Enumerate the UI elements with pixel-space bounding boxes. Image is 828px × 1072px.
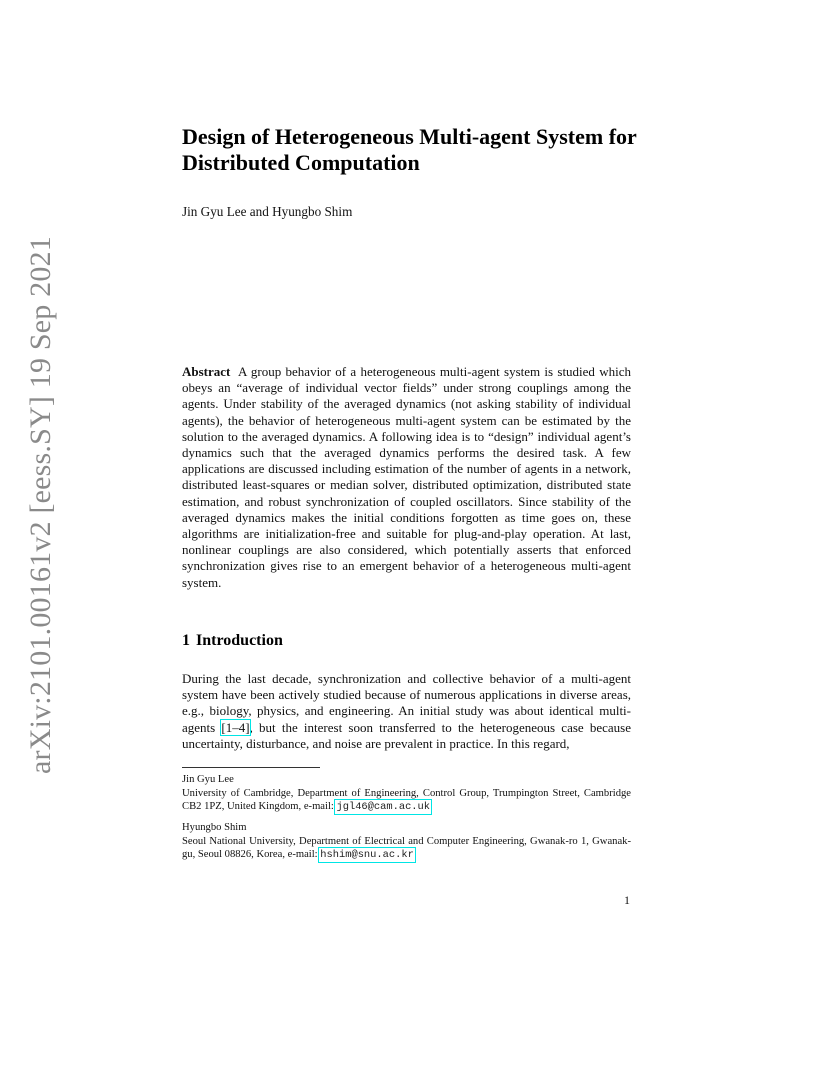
- footnote-author-name: Hyungbo Shim: [182, 822, 247, 833]
- footnote-author-name: Jin Gyu Lee: [182, 774, 234, 785]
- page-number: 1: [624, 893, 630, 907]
- abstract-heading: Abstract: [182, 364, 231, 379]
- email-link[interactable]: jgl46@cam.ac.uk: [336, 801, 431, 814]
- footnote-affiliation: Seoul National University, Department of Electrical and Computer Engineering, Gwanak-ro 1, Gwanak-gu, Seoul 08826, Korea, e-mail:: [182, 835, 631, 861]
- arxiv-identifier-stamp: arXiv:2101.00161v2 [eess.SY] 19 Sep 2021: [24, 236, 57, 774]
- paper-title: Design of Heterogeneous Multi-agent System for Distributed Computation: [182, 124, 637, 175]
- introduction-paragraph: [182, 671, 631, 752]
- footnote-author-2: [182, 821, 631, 863]
- abstract-text: A group behavior of a heterogeneous multi-agent system is studied which obeys an “average of individual vector fields” under strong couplings among the agents. Under stability of the averaged dynamics (not asking stability of individual agents), the behavior of heterogeneous multi-agent system can be estimated by the solution to the averaged dynamics. A following idea is to “design” individual agent’s dynamics such that the averaged dynamics performs the desired task. A few applications are discussed including estimation of the number of agents in a network, distributed least-squares or median solver, distributed optimization, distributed state estimation, and robust synchronization of coupled oscillators. Since stability of the averaged dynamics makes the initial conditions forgotten as time goes on, these algorithms are initialization-free and suitable for plug-and-play operation. At last, nonlinear couplings are also considered, which potentially asserts that enforced synchronization gives rise to an emergent behavior of a heterogeneous multi-agent system.: [182, 364, 631, 590]
- author-list: Jin Gyu Lee and Hyungbo Shim: [182, 204, 353, 219]
- citation-link[interactable]: [1–4]: [221, 719, 250, 735]
- email-link[interactable]: hshim@snu.ac.kr: [320, 849, 414, 862]
- abstract: [182, 364, 631, 591]
- footnote-divider: [182, 767, 320, 768]
- section-heading-introduction: [182, 631, 283, 651]
- intro-text-part-2: , but the interest soon transferred to the heterogeneous case because uncertainty, disturbance, and noise are prevalent in practice. In this regard,: [182, 719, 631, 751]
- footnote-author-1: [182, 773, 631, 815]
- intro-text-part-1: During the last decade, synchronization and collective behavior of a multi-agent system have been actively studied because of numerous applications in diverse areas, e.g., biology, physics, and engineering. An initial study was about identical multi-agents: [182, 671, 631, 735]
- section-title: Introduction: [196, 632, 283, 649]
- footnote-affiliation: University of Cambridge, Department of Engineering, Control Group, Trumpington Street, Cambridge CB2 1PZ, United Kingdom, e-mail:: [182, 787, 631, 813]
- section-number: 1: [182, 632, 190, 649]
